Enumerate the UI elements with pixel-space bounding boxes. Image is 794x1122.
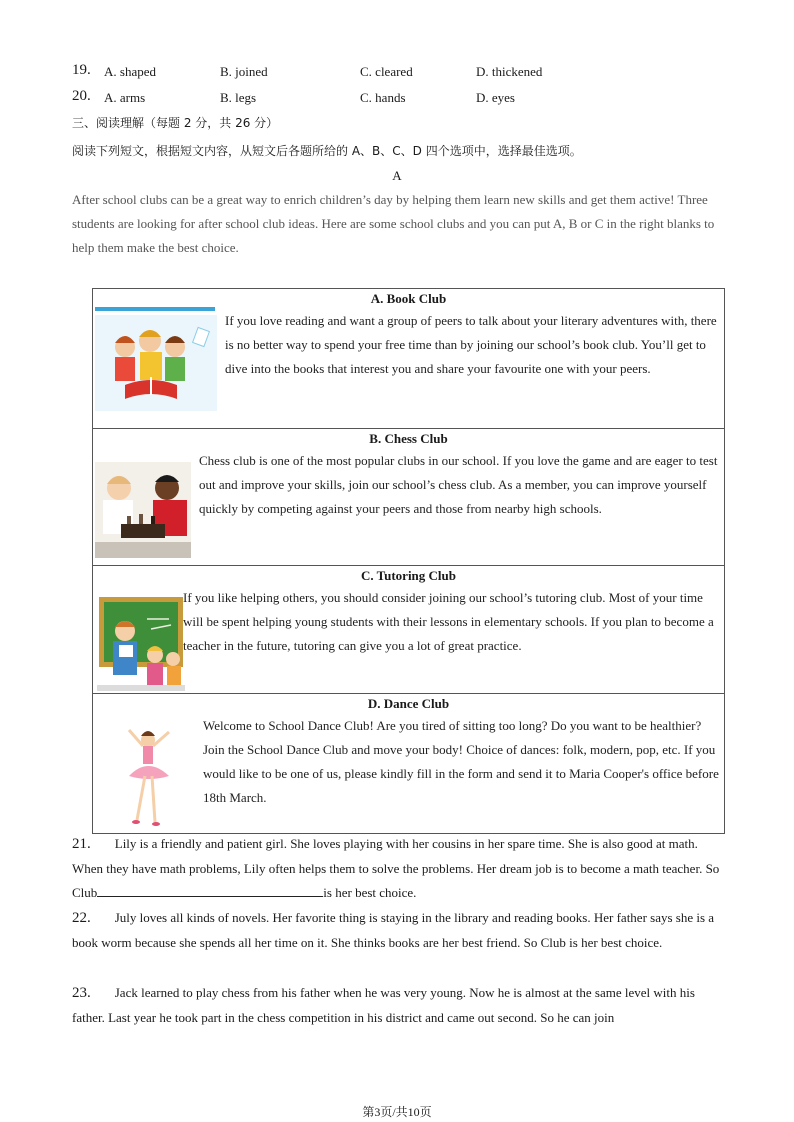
teacher-blackboard-icon <box>97 595 185 691</box>
club-title: C. Tutoring Club <box>360 568 456 583</box>
option-d: D. eyes <box>476 90 515 105</box>
question-number: 22. <box>72 910 91 926</box>
question-text: Jack learned to play chess from his father when he was very young. Now he is almost at the same level with his father. Last year he took part in the chess competition in his district and came out second. So he can join <box>72 985 695 1025</box>
question-number: 20. <box>72 88 91 104</box>
passage-label: A <box>392 168 402 183</box>
passage-intro: After school clubs can be a great way to enrich children’s day by helping them learn new skills and get them active! Three students are looking for after school club ideas. Here are some school clubs and you can put A, B or C in the right blanks to help them make the best choice. <box>72 192 715 255</box>
question-number: 23. <box>72 985 91 1001</box>
option-b: B. legs <box>220 90 257 105</box>
club-row-tutoring <box>93 566 725 694</box>
section-instruction: 阅读下列短文，根据短文内容，从短文后各题所给的 A、B、C、D 四个选项中，选择最佳选项。 <box>72 144 582 158</box>
club-row-book <box>93 289 725 429</box>
option-b: B. joined <box>220 64 268 79</box>
question-number: 19. <box>72 62 91 78</box>
club-title: A. Book Club <box>370 291 447 306</box>
section-heading: 三、阅读理解（每题 2 分，共 26 分） <box>72 116 279 130</box>
option-a: A. shaped <box>104 64 156 79</box>
kids-playing-chess-icon <box>95 462 191 558</box>
option-d: D. thickened <box>476 64 543 79</box>
ballerina-icon <box>123 724 175 830</box>
question-19 <box>72 62 105 79</box>
question-21 <box>72 832 722 906</box>
option-c: C. hands <box>360 90 406 105</box>
question-number: 21. <box>72 836 91 852</box>
clubs-table <box>92 288 725 834</box>
question-20 <box>72 88 105 105</box>
answer-blank[interactable] <box>97 883 323 897</box>
question-text-after: is her best choice. <box>323 885 417 900</box>
option-c: C. cleared <box>360 64 413 79</box>
question-23 <box>72 981 722 1030</box>
club-description: If you like helping others, you should consider joining our school’s tutoring club. Most of your time will be spent helping young students with their lessons in elementary schools. If you plan to become a teacher in the future, tutoring can give you a lot of great practice. <box>183 590 714 653</box>
page-footer: 第3页/共10页 <box>362 1105 432 1119</box>
question-22 <box>72 906 722 955</box>
question-text: Lily is a friendly and patient girl. She loves playing with her cousins in her spare time. She is also good at math. When they have math problems, Lily often helps them to solve the problems. Her dream job is to become a math teacher. So Club <box>72 836 720 900</box>
club-description: Welcome to School Dance Club! Are you tired of sitting too long? Do you want to be healthier? Join the School Dance Club and move your body! Choice of dances: folk, modern, pop, etc. If you would like to be one of us, please kindly fill in the form and send it to Maria Cooper's office before 18th March. <box>203 718 719 805</box>
club-description: If you love reading and want a group of peers to talk about your literary adventures with, there is no better way to spend your free time than by joining our school’s book club. You’ll get to dive into the books that interest you and share your favourite one with your peers. <box>225 313 717 376</box>
club-description: Chess club is one of the most popular clubs in our school. If you love the game and are eager to test out and improve your skills, join our school’s chess club. As a member, you can improve yourself quickly by competing against your peers and those from nearby high schools. <box>199 453 718 516</box>
club-title: B. Chess Club <box>369 431 448 446</box>
club-title: D. Dance Club <box>367 696 450 711</box>
club-row-dance <box>93 694 725 834</box>
option-a: A. arms <box>104 90 146 105</box>
children-reading-icon <box>95 307 217 411</box>
club-row-chess <box>93 429 725 566</box>
question-text: July loves all kinds of novels. Her favorite thing is staying in the library and reading books. Her father says she is a book worm because she spends all her time on it. She thinks books are her best friend. So Club is her best choice. <box>72 910 715 950</box>
